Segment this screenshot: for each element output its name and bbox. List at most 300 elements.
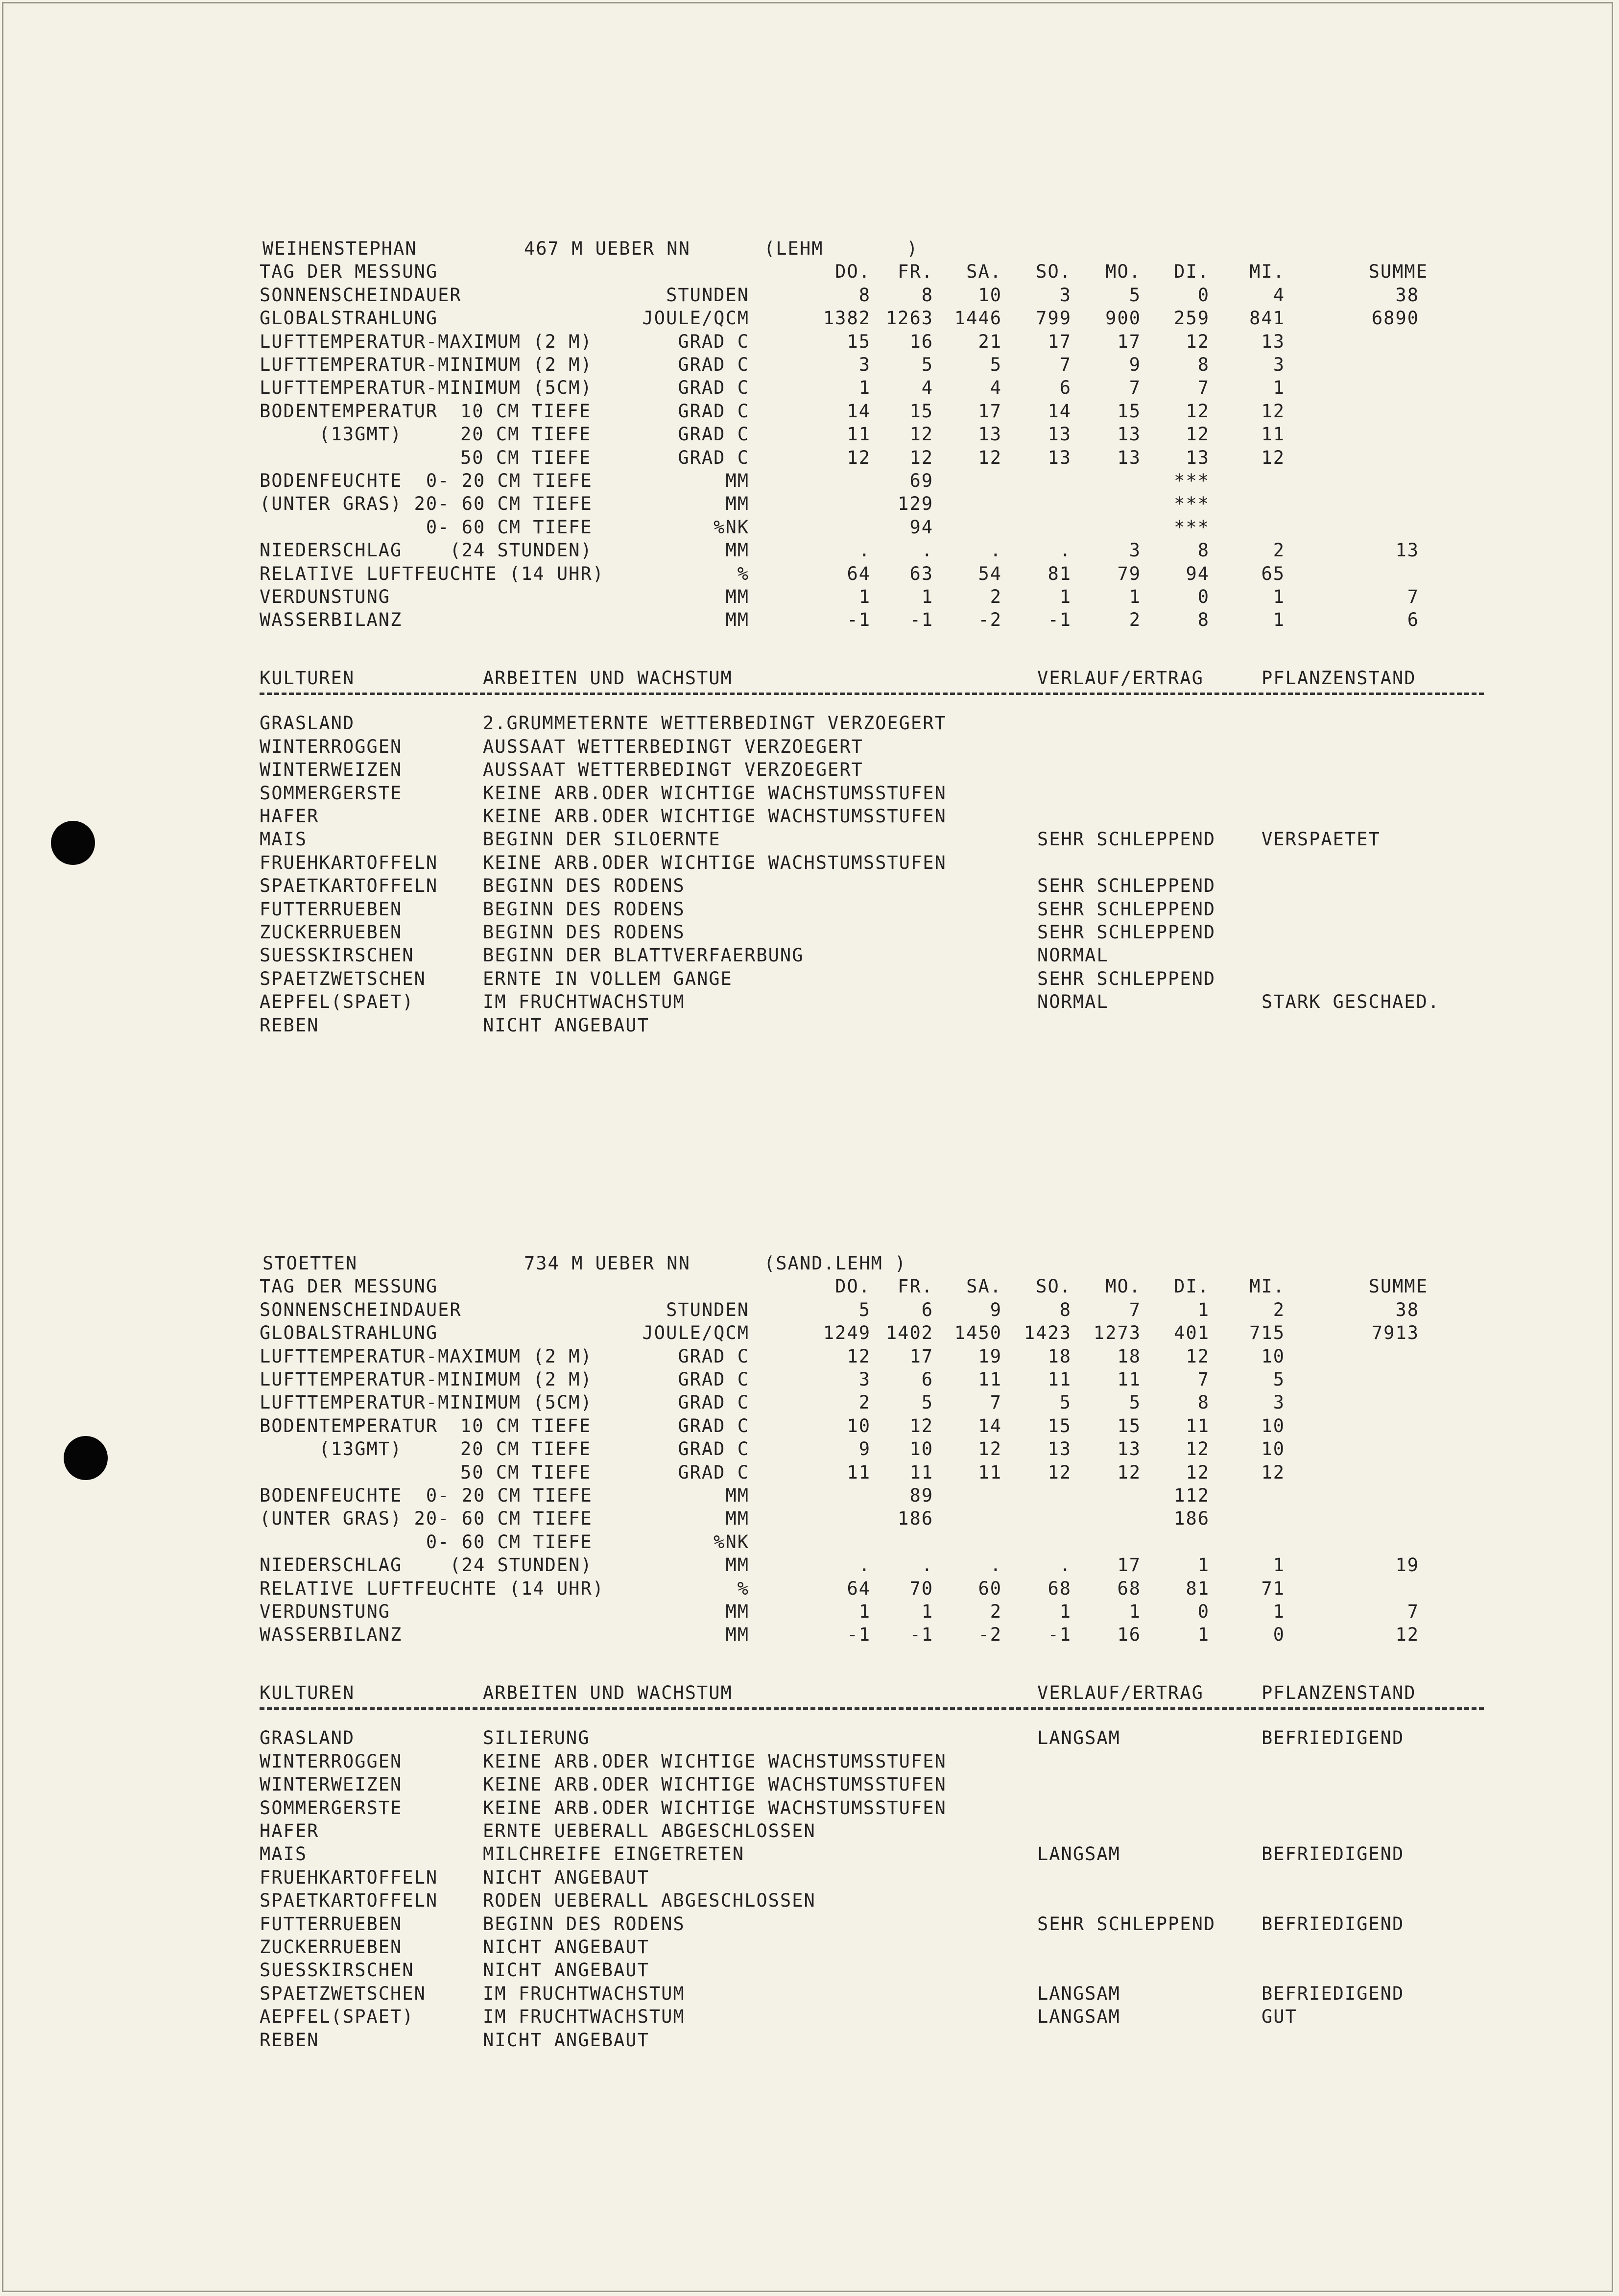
crop-work: 2.GRUMMETERNTE WETTERBEDINGT VERZOEGERT: [483, 713, 947, 734]
crop-header-stand: PFLANZENSTAND: [1262, 1682, 1416, 1703]
row-value-so: 11: [1048, 1369, 1071, 1390]
row-value-fr: 1402: [885, 1322, 933, 1344]
crop-work: SILIERUNG: [483, 1727, 590, 1749]
row-label: VERDUNSTUNG: [260, 1601, 391, 1622]
row-label: NIEDERSCHLAG (24 STUNDEN): [260, 1555, 593, 1576]
row-value-mi: 10: [1261, 1438, 1285, 1460]
row-value-di: ***: [1174, 516, 1210, 538]
row-value-so: 8: [1059, 1299, 1071, 1320]
crop-name: WINTERWEIZEN: [260, 759, 403, 781]
row-label: LUFTTEMPERATUR-MINIMUM (5CM): [260, 377, 593, 399]
row-sum: 12: [1395, 1624, 1419, 1646]
row-value-mo: 15: [1117, 400, 1141, 422]
crop-name: HAFER: [260, 805, 319, 827]
row-label: LUFTTEMPERATUR-MINIMUM (2 M): [260, 354, 593, 375]
crop-name: FRUEHKARTOFFELN: [260, 852, 438, 873]
row-value-fr: 1: [921, 1601, 933, 1622]
row-value-sa: 10: [978, 284, 1002, 306]
day-header-so: SO.: [1036, 261, 1071, 283]
crop-name: WINTERROGGEN: [260, 736, 403, 757]
row-value-mo: 68: [1117, 1578, 1141, 1599]
row-value-do: 10: [847, 1415, 871, 1436]
row-value-di: 13: [1186, 447, 1210, 468]
crop-work: IM FRUCHTWACHSTUM: [483, 1983, 685, 2004]
row-value-so: 5: [1059, 1392, 1071, 1413]
row-sum: 7: [1407, 1601, 1419, 1622]
crop-header-stand: PFLANZENSTAND: [1262, 667, 1416, 689]
row-value-mi: 2: [1273, 540, 1285, 561]
row-unit: GRAD C: [678, 1461, 749, 1483]
row-value-mo: 1273: [1093, 1322, 1141, 1344]
row-value-mo: 11: [1117, 1369, 1141, 1390]
row-value-fr: 8: [921, 284, 933, 306]
row-value-di: 94: [1186, 563, 1210, 584]
row-value-sa: 13: [978, 424, 1002, 445]
crop-name: ZUCKERRUEBEN: [260, 1936, 403, 1958]
row-value-di: 12: [1186, 424, 1210, 445]
crop-header-arbeiten: ARBEITEN UND WACHSTUM: [483, 1682, 733, 1703]
row-value-do: 2: [858, 1392, 871, 1413]
row-value-mo: 79: [1117, 563, 1141, 584]
row-value-so: 17: [1048, 331, 1071, 352]
row-label: BODENTEMPERATUR: [260, 1415, 438, 1436]
row-value-fr: 129: [898, 493, 933, 515]
day-header-fr: FR.: [898, 1276, 933, 1297]
row-sum: 7: [1407, 586, 1419, 607]
row-value-so: 799: [1036, 308, 1071, 329]
row-value-di: 8: [1197, 354, 1210, 375]
day-header-fr: FR.: [898, 261, 933, 283]
row-label: NIEDERSCHLAG (24 STUNDEN): [260, 540, 593, 561]
row-value-di: 11: [1186, 1415, 1210, 1436]
crop-name: SOMMERGERSTE: [260, 1797, 403, 1818]
row-label: LUFTTEMPERATUR-MAXIMUM (2 M): [260, 331, 593, 352]
row-value-fr: 186: [898, 1508, 933, 1530]
row-value-fr: 16: [909, 331, 933, 352]
crop-work: BEGINN DES RODENS: [483, 898, 685, 920]
row-unit: %: [737, 1578, 749, 1599]
row-value-do: 12: [847, 447, 871, 468]
crop-name: REBEN: [260, 2029, 319, 2051]
row-label: BODENTEMPERATUR: [260, 400, 438, 422]
row-value-fr: 94: [909, 516, 933, 538]
page-border: [2, 2, 1613, 2292]
row-value-so: 7: [1059, 354, 1071, 375]
row-value-mo: 13: [1117, 447, 1141, 468]
day-header-sa: SA.: [966, 1276, 1002, 1297]
row-value-fr: 10: [909, 1438, 933, 1460]
row-value-so: 13: [1048, 447, 1071, 468]
row-value-do: -1: [847, 609, 871, 631]
row-value-mi: 12: [1261, 400, 1285, 422]
crop-work: RODEN UEBERALL ABGESCHLOSSEN: [483, 1890, 816, 1912]
row-value-di: 1: [1197, 1624, 1210, 1646]
crop-work: NICHT ANGEBAUT: [483, 1936, 649, 1958]
row-label: BODENFEUCHTE 0- 20 CM TIEFE: [260, 470, 593, 491]
row-value-mo: 13: [1117, 1438, 1141, 1460]
crop-state: BEFRIEDIGEND: [1262, 1983, 1405, 2004]
day-header-mi: MI.: [1249, 1276, 1285, 1297]
row-value-mo: 5: [1129, 1392, 1141, 1413]
row-value-sa: 17: [978, 400, 1002, 422]
row-unit: MM: [725, 1624, 749, 1646]
row-value-mi: 0: [1273, 1624, 1285, 1646]
row-unit: MM: [725, 1485, 749, 1506]
row-value-so: 1: [1059, 1601, 1071, 1622]
row-value-sa: 11: [978, 1461, 1002, 1483]
row-value-di: 0: [1197, 586, 1210, 607]
crop-work: NICHT ANGEBAUT: [483, 1960, 649, 1981]
row-sum: 19: [1395, 1555, 1419, 1576]
row-label: RELATIVE LUFTFEUCHTE (14 UHR): [260, 563, 605, 584]
row-value-fr: .: [921, 1555, 933, 1576]
row-value-sa: 21: [978, 331, 1002, 352]
row-value-di: 0: [1197, 284, 1210, 306]
row-value-fr: -1: [909, 609, 933, 631]
row-value-fr: 12: [909, 447, 933, 468]
crop-header-verlauf: VERLAUF/ERTRAG: [1037, 1682, 1204, 1703]
row-value-di: 12: [1186, 1438, 1210, 1460]
row-value-fr: 1: [921, 586, 933, 607]
row-unit: GRAD C: [678, 1345, 749, 1367]
row-value-so: 1423: [1024, 1322, 1071, 1344]
row-value-di: 12: [1186, 1461, 1210, 1483]
crop-name: AEPFEL(SPAET): [260, 2006, 414, 2028]
row-value-sa: 14: [978, 1415, 1002, 1436]
row-value-fr: 17: [909, 1345, 933, 1367]
row-value-fr: -1: [909, 1624, 933, 1646]
row-value-di: ***: [1174, 470, 1210, 491]
row-sum: 13: [1395, 540, 1419, 561]
crop-name: SPAETZWETSCHEN: [260, 1983, 426, 2004]
row-value-mi: 1: [1273, 1555, 1285, 1576]
day-header-do: DO.: [835, 261, 871, 283]
row-value-di: ***: [1174, 493, 1210, 515]
row-value-mi: 5: [1273, 1369, 1285, 1390]
row-depth: 10 CM TIEFE: [460, 1415, 592, 1436]
dashed-rule: [260, 693, 1484, 695]
day-header-sa: SA.: [966, 261, 1002, 283]
row-value-do: .: [858, 540, 871, 561]
row-value-mo: 7: [1129, 1299, 1141, 1320]
row-value-fr: 6: [921, 1299, 933, 1320]
row-value-so: -1: [1048, 609, 1071, 631]
row-value-do: 1: [858, 586, 871, 607]
crop-name: FUTTERRUEBEN: [260, 1913, 403, 1935]
row-unit: GRAD C: [678, 1392, 749, 1413]
row-value-sa: 1446: [954, 308, 1002, 329]
crop-state: GUT: [1262, 2006, 1297, 2028]
row-value-di: 7: [1197, 377, 1210, 399]
row-value-so: 12: [1048, 1461, 1071, 1483]
row-value-sa: -2: [978, 1624, 1002, 1646]
row-value-mo: 17: [1117, 1555, 1141, 1576]
row-unit: MM: [725, 470, 749, 491]
row-value-fr: .: [921, 540, 933, 561]
row-value-so: .: [1059, 1555, 1071, 1576]
crop-progress: NORMAL: [1037, 945, 1109, 966]
row-value-mi: 1: [1273, 609, 1285, 631]
row-value-sa: 2: [990, 586, 1002, 607]
crop-name: GRASLAND: [260, 713, 355, 734]
row-label: LUFTTEMPERATUR-MINIMUM (5CM): [260, 1392, 593, 1413]
row-sum: 7913: [1371, 1322, 1419, 1344]
punch-hole: [64, 1436, 108, 1480]
row-value-di: 81: [1186, 1578, 1210, 1599]
row-unit: GRAD C: [678, 400, 749, 422]
crop-name: WINTERWEIZEN: [260, 1774, 403, 1795]
row-unit: GRAD C: [678, 354, 749, 375]
day-header-do: DO.: [835, 1276, 871, 1297]
row-unit: GRAD C: [678, 1415, 749, 1436]
row-value-so: 1: [1059, 586, 1071, 607]
crop-work: BEGINN DES RODENS: [483, 921, 685, 943]
row-label: 0- 60 CM TIEFE: [260, 516, 593, 538]
crop-state: VERSPAETET: [1262, 829, 1381, 850]
row-label: SONNENSCHEINDAUER: [260, 1299, 462, 1320]
row-depth: 20 CM TIEFE: [460, 1438, 592, 1460]
crop-progress: SEHR SCHLEPPEND: [1037, 1913, 1216, 1935]
row-value-do: 64: [847, 1578, 871, 1599]
row-value-mo: 7: [1129, 377, 1141, 399]
row-value-sa: 2: [990, 1601, 1002, 1622]
row-value-mi: 65: [1261, 563, 1285, 584]
row-label: WASSERBILANZ: [260, 609, 403, 631]
row-sum: 6: [1407, 609, 1419, 631]
crop-name: SPAETKARTOFFELN: [260, 875, 438, 897]
crop-name: AEPFEL(SPAET): [260, 991, 414, 1013]
crop-work: NICHT ANGEBAUT: [483, 1866, 649, 1888]
row-label: TAG DER MESSUNG: [260, 1276, 438, 1297]
crop-progress: LANGSAM: [1037, 1983, 1120, 2004]
row-value-so: 13: [1048, 424, 1071, 445]
row-value-di: 12: [1186, 331, 1210, 352]
row-depth: 20 CM TIEFE: [460, 424, 592, 445]
row-value-so: .: [1059, 540, 1071, 561]
crop-progress: SEHR SCHLEPPEND: [1037, 921, 1216, 943]
row-value-do: 1382: [823, 308, 871, 329]
crop-progress: SEHR SCHLEPPEND: [1037, 829, 1216, 850]
row-value-mo: 1: [1129, 1601, 1141, 1622]
station-soil: (SAND.LEHM ): [764, 1253, 907, 1274]
row-value-sa: 4: [990, 377, 1002, 399]
crop-header-verlauf: VERLAUF/ERTRAG: [1037, 667, 1204, 689]
row-value-sa: .: [990, 540, 1002, 561]
row-value-do: 9: [858, 1438, 871, 1460]
crop-work: AUSSAAT WETTERBEDINGT VERZOEGERT: [483, 759, 863, 781]
row-value-do: 11: [847, 1461, 871, 1483]
crop-name: SOMMERGERSTE: [260, 782, 403, 804]
crop-name: ZUCKERRUEBEN: [260, 921, 403, 943]
row-unit: MM: [725, 586, 749, 607]
row-unit: MM: [725, 1601, 749, 1622]
row-value-mo: 15: [1117, 1415, 1141, 1436]
row-value-mi: 13: [1261, 331, 1285, 352]
row-value-di: 401: [1174, 1322, 1210, 1344]
row-unit: GRAD C: [678, 1438, 749, 1460]
crop-progress: LANGSAM: [1037, 2006, 1120, 2028]
row-unit: STUNDEN: [666, 284, 749, 306]
row-value-sa: 60: [978, 1578, 1002, 1599]
crop-progress: NORMAL: [1037, 991, 1109, 1013]
row-value-so: 81: [1048, 563, 1071, 584]
crop-work: KEINE ARB.ODER WICHTIGE WACHSTUMSSTUFEN: [483, 805, 947, 827]
day-header-so: SO.: [1036, 1276, 1071, 1297]
crop-progress: SEHR SCHLEPPEND: [1037, 875, 1216, 897]
row-value-di: 8: [1197, 609, 1210, 631]
row-value-do: 8: [858, 284, 871, 306]
crop-work: KEINE ARB.ODER WICHTIGE WACHSTUMSSTUFEN: [483, 782, 947, 804]
crop-state: BEFRIEDIGEND: [1262, 1727, 1405, 1749]
crop-work: MILCHREIFE EINGETRETEN: [483, 1843, 745, 1865]
row-value-sa: 19: [978, 1345, 1002, 1367]
row-value-sa: 12: [978, 447, 1002, 468]
row-value-do: 15: [847, 331, 871, 352]
row-unit: GRAD C: [678, 424, 749, 445]
row-unit: JOULE/QCM: [642, 1322, 749, 1344]
row-unit: MM: [725, 540, 749, 561]
crop-work: ERNTE IN VOLLEM GANGE: [483, 968, 733, 989]
crop-name: FRUEHKARTOFFELN: [260, 1866, 438, 1888]
row-value-so: 15: [1048, 1415, 1071, 1436]
crop-progress: SEHR SCHLEPPEND: [1037, 898, 1216, 920]
row-value-fr: 12: [909, 424, 933, 445]
row-label: LUFTTEMPERATUR-MAXIMUM (2 M): [260, 1345, 593, 1367]
day-header-mi: MI.: [1249, 261, 1285, 283]
crop-state: BEFRIEDIGEND: [1262, 1913, 1405, 1935]
row-unit: JOULE/QCM: [642, 308, 749, 329]
row-value-di: 186: [1174, 1508, 1210, 1530]
row-value-do: 12: [847, 1345, 871, 1367]
station-altitude: 467 M UEBER NN: [524, 238, 690, 259]
crop-name: MAIS: [260, 829, 308, 850]
row-value-mi: 2: [1273, 1299, 1285, 1320]
row-value-mi: 1: [1273, 586, 1285, 607]
row-value-mi: 1: [1273, 377, 1285, 399]
crop-work: NICHT ANGEBAUT: [483, 1014, 649, 1036]
station-soil: (LEHM ): [764, 238, 919, 259]
crop-work: BEGINN DER BLATTVERFAERBUNG: [483, 945, 804, 966]
row-unit: %NK: [714, 516, 749, 538]
row-value-so: 13: [1048, 1438, 1071, 1460]
row-value-sa: 1450: [954, 1322, 1002, 1344]
row-value-mi: 71: [1261, 1578, 1285, 1599]
crop-work: IM FRUCHTWACHSTUM: [483, 991, 685, 1013]
row-value-fr: 5: [921, 1392, 933, 1413]
row-value-di: 8: [1197, 1392, 1210, 1413]
row-value-mo: 900: [1105, 308, 1141, 329]
crop-name: SUESSKIRSCHEN: [260, 1960, 414, 1981]
row-sum: 6890: [1371, 308, 1419, 329]
row-value-do: 3: [858, 354, 871, 375]
crop-progress: LANGSAM: [1037, 1727, 1120, 1749]
sum-header: SUMME: [1368, 1276, 1428, 1297]
row-depth: 10 CM TIEFE: [460, 400, 592, 422]
sum-header: SUMME: [1368, 261, 1428, 283]
row-value-sa: .: [990, 1555, 1002, 1576]
row-value-do: 14: [847, 400, 871, 422]
row-value-mi: 10: [1261, 1345, 1285, 1367]
crop-work: KEINE ARB.ODER WICHTIGE WACHSTUMSSTUFEN: [483, 1750, 947, 1772]
row-unit: GRAD C: [678, 1369, 749, 1390]
punch-hole: [51, 821, 95, 865]
row-value-mo: 17: [1117, 331, 1141, 352]
row-value-mi: 1: [1273, 1601, 1285, 1622]
row-value-so: 3: [1059, 284, 1071, 306]
row-value-mo: 18: [1117, 1345, 1141, 1367]
crop-work: KEINE ARB.ODER WICHTIGE WACHSTUMSSTUFEN: [483, 1797, 947, 1818]
row-value-do: 11: [847, 424, 871, 445]
dashed-rule: [260, 1707, 1484, 1710]
crop-work: AUSSAAT WETTERBEDINGT VERZOEGERT: [483, 736, 863, 757]
row-value-di: 8: [1197, 540, 1210, 561]
row-value-fr: 69: [909, 470, 933, 491]
row-value-fr: 11: [909, 1461, 933, 1483]
row-label: (13GMT): [260, 424, 403, 445]
row-value-do: 5: [858, 1299, 871, 1320]
row-label: SONNENSCHEINDAUER: [260, 284, 462, 306]
row-value-mo: 13: [1117, 424, 1141, 445]
row-value-so: 68: [1048, 1578, 1071, 1599]
crop-work: IM FRUCHTWACHSTUM: [483, 2006, 685, 2028]
crop-header-kulturen: KULTUREN: [260, 1682, 355, 1703]
row-value-do: 1: [858, 1601, 871, 1622]
crop-name: HAFER: [260, 1820, 319, 1842]
row-value-mi: 12: [1261, 447, 1285, 468]
crop-name: FUTTERRUEBEN: [260, 898, 403, 920]
row-value-sa: 54: [978, 563, 1002, 584]
row-value-fr: 1263: [885, 308, 933, 329]
row-value-so: 18: [1048, 1345, 1071, 1367]
row-value-fr: 5: [921, 354, 933, 375]
row-value-mi: 12: [1261, 1461, 1285, 1483]
row-label: VERDUNSTUNG: [260, 586, 391, 607]
crop-name: GRASLAND: [260, 1727, 355, 1749]
crop-work: NICHT ANGEBAUT: [483, 2029, 649, 2051]
crop-name: REBEN: [260, 1014, 319, 1036]
row-label: (UNTER GRAS) 20- 60 CM TIEFE: [260, 1508, 593, 1530]
row-value-so: 14: [1048, 400, 1071, 422]
crop-state: BEFRIEDIGEND: [1262, 1843, 1405, 1865]
row-value-fr: 12: [909, 1415, 933, 1436]
day-header-di: DI.: [1174, 261, 1210, 283]
crop-name: SPAETZWETSCHEN: [260, 968, 426, 989]
row-unit: %NK: [714, 1531, 749, 1553]
row-unit: GRAD C: [678, 447, 749, 468]
row-value-sa: 5: [990, 354, 1002, 375]
row-label: WASSERBILANZ: [260, 1624, 403, 1646]
row-value-mo: 5: [1129, 284, 1141, 306]
row-value-so: 6: [1059, 377, 1071, 399]
row-depth: 50 CM TIEFE: [460, 447, 592, 468]
row-value-mo: 1: [1129, 586, 1141, 607]
row-value-do: .: [858, 1555, 871, 1576]
row-unit: MM: [725, 1555, 749, 1576]
row-value-mo: 3: [1129, 540, 1141, 561]
row-value-do: 1: [858, 377, 871, 399]
crop-work: BEGINN DES RODENS: [483, 875, 685, 897]
row-value-sa: 7: [990, 1392, 1002, 1413]
row-label: TAG DER MESSUNG: [260, 261, 438, 283]
row-unit: GRAD C: [678, 377, 749, 399]
row-value-do: 3: [858, 1369, 871, 1390]
row-value-mo: 2: [1129, 609, 1141, 631]
row-value-di: 259: [1174, 308, 1210, 329]
crop-work: BEGINN DER SILOERNTE: [483, 829, 721, 850]
crop-name: WINTERROGGEN: [260, 1750, 403, 1772]
row-depth: 50 CM TIEFE: [460, 1461, 592, 1483]
station-name: WEIHENSTEPHAN: [262, 238, 417, 259]
